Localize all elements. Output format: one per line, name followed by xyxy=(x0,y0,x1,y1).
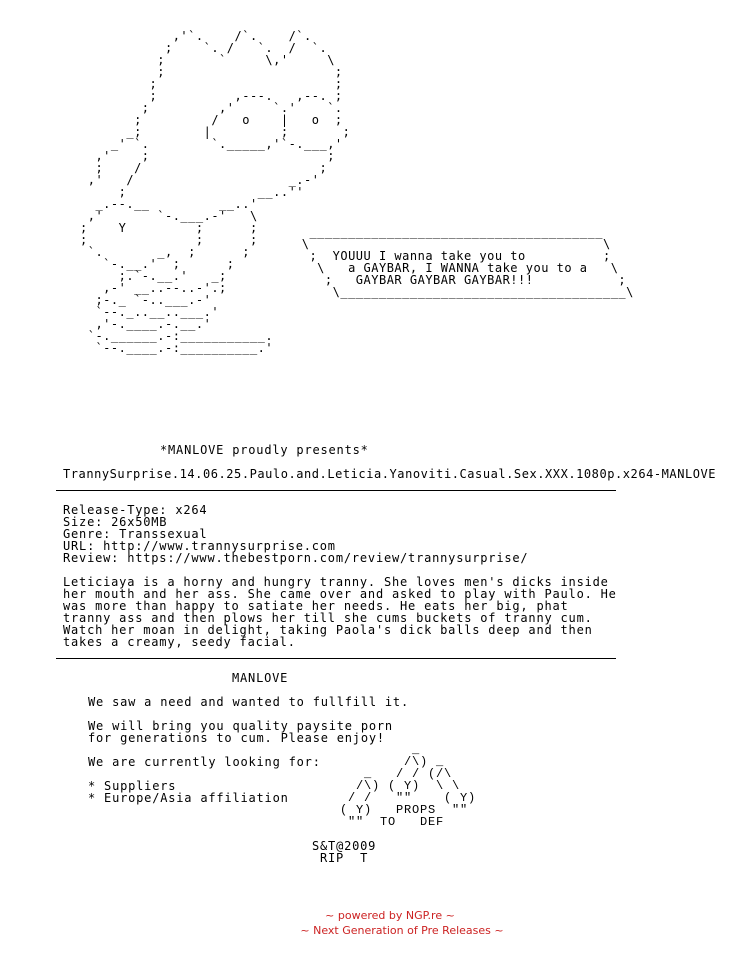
description-line: was more than happy to satiate her needs. He eats her big, phat xyxy=(63,599,569,613)
description-line: tranny ass and then plows her till she cums buckets of tranny cum. xyxy=(63,611,593,625)
group-name: MANLOVE xyxy=(232,671,289,685)
url: URL: http://www.trannysurprise.com xyxy=(63,539,336,553)
description-line: Watch her moan in delight, taking Paola's dick balls deep and then xyxy=(63,623,593,637)
footer-powered-by: ~ powered by NGP.re ~ xyxy=(325,909,455,922)
group-need: We saw a need and wanted to fullfill it. xyxy=(88,695,409,709)
genre: Genre: Transsexual xyxy=(63,527,208,541)
presents-line: *MANLOVE proudly presents* xyxy=(160,443,369,457)
speech-bubble: ______________________________________ \ \ ; YOUUU I wanna take you to ; \ a GAYBAR, I WANNA take you to a \ ; GAYBAR GAYBAR GAYBAR!!! ; \_____________________________________\ xyxy=(301,225,634,299)
divider-top xyxy=(56,490,616,491)
description-line: her mouth and her ass. She came over and asked to play with Paulo. He xyxy=(63,587,617,601)
bart-figure: ,'`. /`. /`. ; `. / `. / `. ; ` \,' \ ; ; ; ; ; ,---. ,--. ; ; ,' `.' `. ; / o | o ; _; | ; ; _' `. `._____,'`-.___,' ,' ; ; ; / ; ,' / _.-' ; __..'' _.--.__ __..' ,' `-.___.-' \ ; Y ; ; ; ; ; `. _, ; ; `-.__.' ; ; ;.`-.__.' _; ,-' __..--..-'.; ;-._ `-..___.-' `--._..__..___.' ,'-.____.-.__.' `-.______.-:___________. `--.____.-:__________.' xyxy=(80,29,351,355)
description-line: takes a creamy, seedy facial. xyxy=(63,635,296,649)
review: Review: https://www.thebestporn.com/review/trannysurprise/ xyxy=(63,551,529,565)
bart-ascii-art xyxy=(80,30,640,410)
props-ascii-art: _ /\) _ _ / / (/\ /\) ( Y) \ \ / / "" ( Y) ( Y) PROPS "" "" TO DEF xyxy=(340,743,477,829)
group-looking: We are currently looking for: xyxy=(88,755,321,769)
looking-item-affiliation: * Europe/Asia affiliation xyxy=(88,791,289,805)
group-bring-1: We will bring you quality paysite porn xyxy=(88,719,393,733)
group-bring-2: for generations to cum. Please enjoy! xyxy=(88,731,385,745)
release-name: TrannySurprise.14.06.25.Paulo.and.Leticia.Yanoviti.Casual.Sex.XXX.1080p.x264-MANLOVE xyxy=(63,467,717,481)
description-line: Leticiaya is a horny and hungry tranny. She loves men's dicks inside xyxy=(63,575,609,589)
looking-item-suppliers: * Suppliers xyxy=(88,779,177,793)
signature-line-2: RIP T xyxy=(320,851,369,865)
footer-tagline: ~ Next Generation of Pre Releases ~ xyxy=(300,924,504,937)
signature-line-1: S&T@2009 xyxy=(312,839,377,853)
divider-bottom xyxy=(56,658,616,659)
release-type: Release-Type: x264 xyxy=(63,503,208,517)
size: Size: 26x50MB xyxy=(63,515,168,529)
